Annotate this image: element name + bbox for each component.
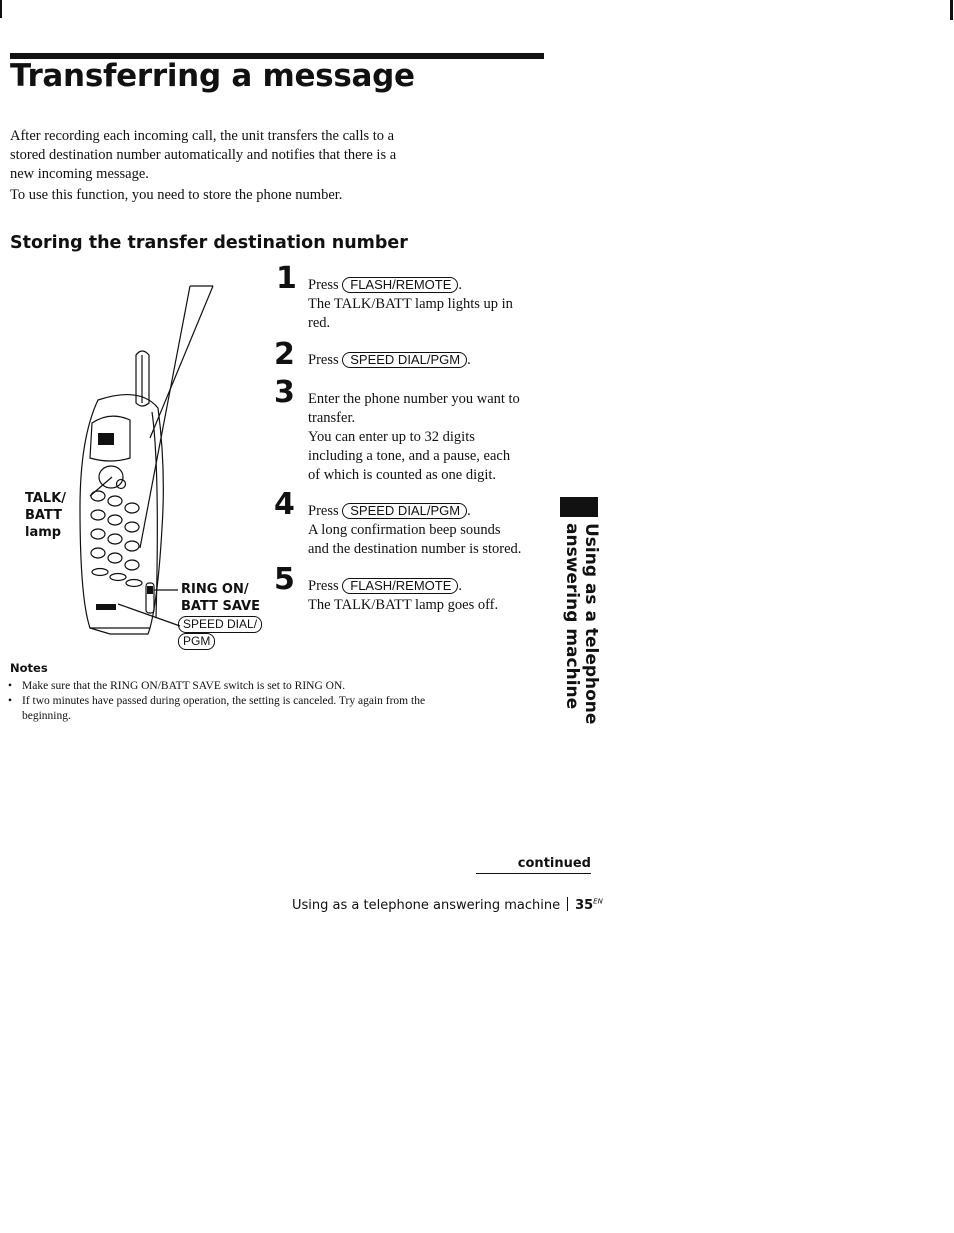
intro-line: new incoming message. xyxy=(10,166,149,182)
step-4-text: Press SPEED DIAL/PGM . A long confirmation beep sounds and the destination number is stored. xyxy=(308,502,558,559)
section-tab-marker xyxy=(560,497,598,517)
intro-text xyxy=(10,127,450,205)
flash-remote-key: FLASH/REMOTE xyxy=(342,578,458,594)
press-label: Press xyxy=(308,578,339,594)
press-label: Press xyxy=(308,277,339,293)
speed-dial-pgm-key: SPEED DIAL/PGM xyxy=(342,352,467,368)
callout-speed-dial-key xyxy=(178,616,262,650)
step-line: transfer. xyxy=(308,410,356,426)
page-number: 35 xyxy=(575,898,594,913)
section-tab-line: Using as a telephone xyxy=(581,523,601,725)
page-edge-mark-left xyxy=(0,0,2,18)
press-label: Press xyxy=(308,352,339,368)
callout-line: lamp xyxy=(25,525,62,540)
section-heading: Storing the transfer destination number xyxy=(10,233,408,253)
notes-title: Notes xyxy=(10,661,48,675)
step-line: You can enter up to 32 digits xyxy=(308,429,475,445)
step-line: A long confirmation beep sounds xyxy=(308,522,501,538)
page-footer xyxy=(292,897,603,913)
step-line: The TALK/BATT lamp goes off. xyxy=(308,597,499,613)
section-tab-line: answering machine xyxy=(562,523,582,710)
step-line: including a tone, and a pause, each xyxy=(308,448,511,464)
section-tab-label xyxy=(556,523,600,733)
step-line: red. xyxy=(308,315,331,331)
step-number: 5 xyxy=(274,562,295,597)
callout-line: BATT xyxy=(25,508,62,523)
callout-line: TALK/ xyxy=(25,491,67,506)
step-line: The TALK/BATT lamp lights up in xyxy=(308,296,513,312)
step-line: Enter the phone number you want to xyxy=(308,391,520,407)
callout-line: BATT SAVE xyxy=(181,599,261,614)
step-line: and the destination number is stored. xyxy=(308,541,522,557)
intro-line: After recording each incoming call, the unit transfers the calls to a xyxy=(10,128,395,144)
flash-remote-key: FLASH/REMOTE xyxy=(342,277,458,293)
key-label: PGM xyxy=(178,633,215,650)
callout-line: RING ON/ xyxy=(181,582,249,597)
callout-talk-batt-lamp xyxy=(25,490,66,541)
step-number: 1 xyxy=(276,261,297,296)
footer-section-name: Using as a telephone answering machine xyxy=(292,898,561,913)
intro-line: stored destination number automatically and notifies that there is a xyxy=(10,147,397,163)
press-label: Press xyxy=(308,503,339,519)
note-item: • If two minutes have passed during operation, the setting is canceled. Try again from the beginning. xyxy=(8,694,438,724)
step-5-text: Press FLASH/REMOTE . The TALK/BATT lamp goes off. xyxy=(308,577,548,615)
step-2-text: Press SPEED DIAL/PGM . xyxy=(308,352,471,368)
note-item: • Make sure that the RING ON/BATT SAVE switch is set to RING ON. xyxy=(8,679,438,694)
step-number: 4 xyxy=(274,487,295,522)
step-1-text: Press FLASH/REMOTE . The TALK/BATT lamp lights up in red. xyxy=(308,276,548,333)
step-number: 2 xyxy=(274,337,295,372)
intro-line: To use this function, you need to store the phone number. xyxy=(10,187,343,203)
step-line: of which is counted as one digit. xyxy=(308,467,497,483)
step-number: 3 xyxy=(274,375,295,410)
speed-dial-pgm-key: SPEED DIAL/PGM xyxy=(342,503,467,519)
page-edge-mark-right xyxy=(950,0,953,20)
step-3-text xyxy=(308,390,548,485)
page-number-suffix: EN xyxy=(593,897,603,906)
callout-ring-on-batt-save xyxy=(181,581,260,615)
notes-list xyxy=(8,679,438,724)
page-title: Transferring a message xyxy=(10,58,415,94)
footer-separator xyxy=(567,897,568,911)
key-label: SPEED DIAL/ xyxy=(178,616,262,633)
continued-label: continued xyxy=(476,856,591,874)
